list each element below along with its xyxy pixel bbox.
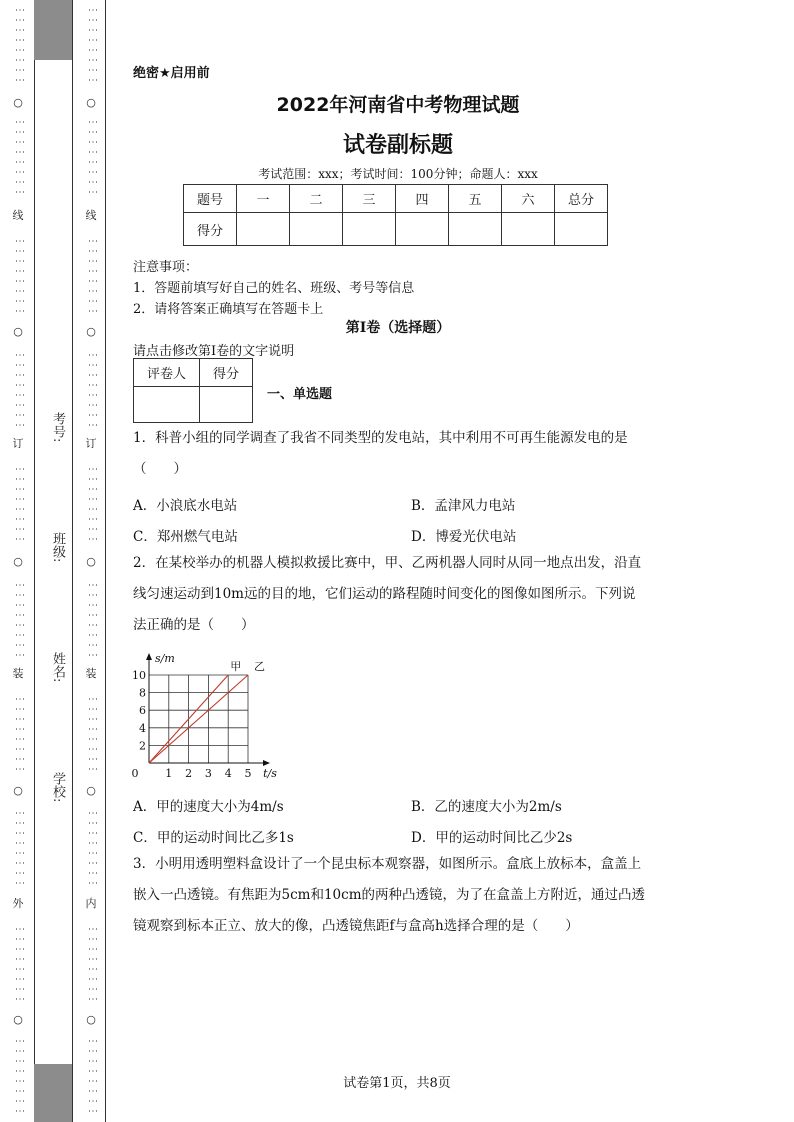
- binding-mark: 订: [85, 437, 97, 450]
- series-label-2: 乙: [254, 660, 265, 673]
- content-border: [105, 0, 106, 1122]
- school-field[interactable]: 学校:: [50, 772, 65, 803]
- option-d[interactable]: D．博爱光伏电站: [411, 529, 517, 545]
- score-header-cell: 二: [290, 185, 343, 213]
- score-header-cell: 题号: [184, 185, 237, 213]
- section-title: 一、单选题: [267, 387, 333, 402]
- option-b[interactable]: B．乙的速度大小为2m/s: [411, 799, 562, 815]
- score-header-cell: 总分: [555, 185, 608, 213]
- score-cell[interactable]: [555, 213, 608, 246]
- exam-title: 2022年河南省中考物理试题: [276, 94, 520, 116]
- binding-mark: 装: [85, 667, 97, 680]
- x-tick-label: 5: [244, 767, 252, 780]
- x-tick-label: 1: [165, 767, 173, 780]
- score-header-cell: 一: [237, 185, 290, 213]
- question-1: [133, 423, 663, 485]
- binding-divider: [72, 0, 73, 1122]
- binding-strip-top: [34, 0, 72, 60]
- score-cell[interactable]: [237, 213, 290, 246]
- question-text: （ ）: [133, 461, 187, 477]
- question-2: [133, 548, 663, 641]
- y-axis-label: s/m: [155, 652, 175, 665]
- inner-binding-line: ⋮⋮⋮⋮⋮⋮⋮⋮ ○ ⋮⋮⋮⋮⋮⋮⋮⋮ 线 ⋮⋮⋮⋮⋮⋮⋮⋮ ○ ⋮⋮⋮⋮⋮⋮⋮⋮ 订 ⋮⋮⋮⋮⋮⋮⋮⋮ ○ ⋮⋮⋮⋮⋮⋮⋮⋮ 装 ⋮⋮⋮⋮⋮⋮⋮⋮ ○ ⋮⋮⋮⋮⋮⋮⋮⋮ 内 ⋮⋮⋮⋮⋮⋮⋮⋮ ○ ⋮⋮⋮⋮⋮⋮⋮⋮: [85, 5, 98, 1116]
- binding-mark: 线: [12, 209, 24, 222]
- question-text: 法正确的是（ ）: [133, 617, 255, 633]
- option-a[interactable]: A．小浪底水电站: [133, 498, 238, 514]
- y-tick-label: 8: [139, 686, 146, 700]
- binding-circle: ○: [86, 96, 96, 109]
- binding-circle: ○: [13, 325, 23, 338]
- score-cell[interactable]: [396, 213, 449, 246]
- x-tick-label: 4: [224, 767, 232, 780]
- binding-mark: 内: [85, 897, 97, 910]
- st-graph: [133, 645, 293, 785]
- option-c[interactable]: C．郑州燃气电站: [133, 529, 238, 545]
- exam-info: 考试范围：xxx；考试时间：100分钟；命题人：xxx: [258, 167, 538, 181]
- binding-circle: ○: [86, 555, 96, 568]
- page-footer: 试卷第1页，共8页: [343, 1076, 451, 1091]
- binding-circle: ○: [13, 1013, 23, 1026]
- series-label-1: 甲: [230, 660, 242, 673]
- score-cell[interactable]: [343, 213, 396, 246]
- question-text: 线匀速运动到10m远的目的地，它们运动的路程随时间变化的图像如图所示。下列说: [133, 586, 636, 602]
- question-text: 镜观察到标本正立、放大的像，凸透镜焦距f与盒高h选择合理的是（ ）: [133, 918, 579, 934]
- option-a[interactable]: A．甲的速度大小为4m/s: [133, 799, 284, 815]
- score-table: [183, 184, 608, 246]
- binding-mark: 线: [85, 209, 97, 222]
- option-b[interactable]: B．孟津风力电站: [411, 498, 516, 514]
- x-tick-label: 3: [204, 767, 212, 780]
- binding-mark: 外: [12, 897, 24, 910]
- outer-binding-line: ⋮⋮⋮⋮⋮⋮⋮⋮ ○ ⋮⋮⋮⋮⋮⋮⋮⋮ 线 ⋮⋮⋮⋮⋮⋮⋮⋮ ○ ⋮⋮⋮⋮⋮⋮⋮⋮ 订 ⋮⋮⋮⋮⋮⋮⋮⋮ ○ ⋮⋮⋮⋮⋮⋮⋮⋮ 装 ⋮⋮⋮⋮⋮⋮⋮⋮ ○ ⋮⋮⋮⋮⋮⋮⋮⋮ 外 ⋮⋮⋮⋮⋮⋮⋮⋮ ○ ⋮⋮⋮⋮⋮⋮⋮⋮: [12, 5, 25, 1116]
- binding-circle: ○: [13, 555, 23, 568]
- x-axis-label: t/s: [263, 767, 277, 780]
- score-table-row: [184, 213, 608, 246]
- question-text: 1．科普小组的同学调查了我省不同类型的发电站，其中利用不可再生能源发电的是: [133, 430, 628, 446]
- y-tick-label: 4: [139, 721, 146, 735]
- binding-mark: 订: [12, 437, 24, 450]
- binding-circle: ○: [13, 96, 23, 109]
- score-cell[interactable]: [449, 213, 502, 246]
- score-header-cell: 三: [343, 185, 396, 213]
- binding-circle: ○: [86, 325, 96, 338]
- score-header-cell: 五: [449, 185, 502, 213]
- score-header-cell: 四: [396, 185, 449, 213]
- x-tick-label: 0: [131, 767, 139, 780]
- question-3: [133, 849, 663, 942]
- question-text: 嵌入一凸透镜。有焦距为5cm和10cm的两种凸透镜，为了在盒盖上方附近，通过凸透: [133, 887, 645, 903]
- notice-item: 1．答题前填写好自己的姓名、班级、考号等信息: [133, 281, 415, 296]
- grader-header-cell: 评卷人: [134, 359, 200, 387]
- student-id-field[interactable]: 考号:: [50, 412, 65, 443]
- score-table-header-row: [184, 185, 608, 213]
- exam-subtitle: 试卷副标题: [342, 133, 453, 158]
- grader-cell[interactable]: [200, 387, 253, 423]
- question-text: 2．在某校举办的机器人模拟救援比赛中，甲、乙两机器人同时从同一地点出发，沿直: [133, 555, 642, 571]
- class-field[interactable]: 班级:: [50, 532, 65, 563]
- score-row-label: 得分: [184, 213, 237, 246]
- name-field[interactable]: 姓名:: [50, 652, 65, 683]
- x-tick-label: 2: [185, 767, 193, 780]
- score-cell[interactable]: [502, 213, 555, 246]
- grader-table: [133, 358, 253, 423]
- binding-circle: ○: [86, 784, 96, 797]
- grader-row: [134, 387, 253, 423]
- y-axis-arrow: [146, 653, 152, 660]
- binding-divider: [34, 0, 35, 1122]
- option-c[interactable]: C．甲的运动时间比乙多1s: [133, 830, 294, 846]
- y-tick-label: 6: [139, 704, 146, 718]
- option-d[interactable]: D．甲的运动时间比乙少2s: [411, 830, 573, 846]
- binding-circle: ○: [13, 784, 23, 797]
- score-header-cell: 六: [502, 185, 555, 213]
- grader-cell[interactable]: [134, 387, 200, 423]
- binding-mark: 装: [12, 667, 24, 680]
- notice-item: 2．请将答案正确填写在答题卡上: [133, 302, 324, 317]
- x-axis-arrow: [263, 760, 270, 766]
- part1-title: 第I卷（选择题）: [345, 320, 451, 336]
- secret-label: 绝密★启用前: [133, 66, 210, 81]
- series-line-2: [149, 675, 248, 763]
- question-text: 3．小明用透明塑料盒设计了一个昆虫标本观察器，如图所示。盒底上放标本，盒盖上: [133, 856, 642, 872]
- score-cell[interactable]: [290, 213, 343, 246]
- grader-header-row: [134, 359, 253, 387]
- binding-circle: ○: [86, 1013, 96, 1026]
- y-tick-label: 10: [132, 669, 146, 682]
- grader-header-cell: 得分: [200, 359, 253, 387]
- notice-heading: 注意事项：: [133, 260, 199, 275]
- part1-description[interactable]: 请点击修改第I卷的文字说明: [133, 344, 295, 359]
- y-tick-label: 2: [139, 739, 146, 753]
